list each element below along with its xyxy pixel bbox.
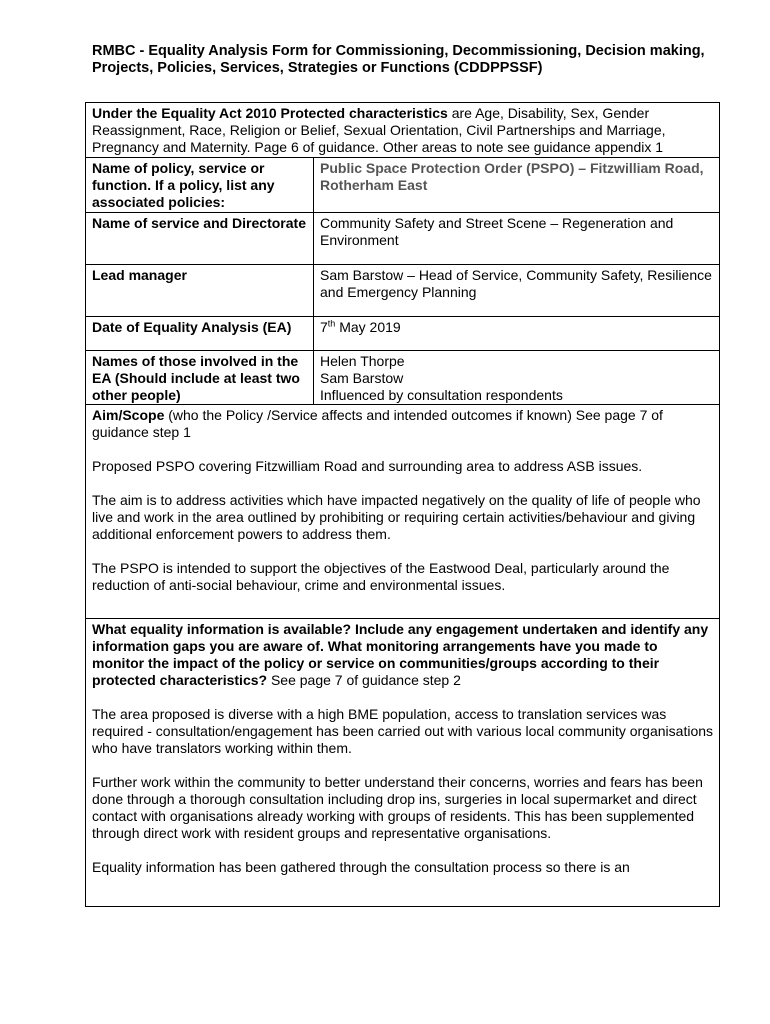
service-directorate-value: Community Safety and Street Scene – Regeneration and Environment [314,213,720,265]
document-title: RMBC - Equality Analysis Form for Commissioning, Decommissioning, Decision making, Projects, Policies, Services, Strategies or Functions (CDDPPSSF) [92,43,705,76]
ea-date-value [314,317,720,351]
involved-person: Helen Thorpe [320,353,405,369]
equality-info-heading [92,621,713,689]
service-directorate-label: Name of service and Directorate [86,213,314,265]
aim-paragraph: Proposed PSPO covering Fitzwilliam Road and surrounding area to address ASB issues. [92,458,643,474]
policy-name-value: Public Space Protection Order (PSPO) – Fitzwilliam Road, Rotherham East [314,158,720,213]
ea-date-label: Date of Equality Analysis (EA) [86,317,314,351]
names-involved-label: Names of those involved in the EA (Should include at least two other people) [86,351,314,405]
equality-info-cell [86,619,720,907]
protected-characteristics-heading: Under the Equality Act 2010 Protected characteristics [92,105,448,121]
protected-characteristics-text: are Age, Disability, Sex, Gender Reassignment, Race, Religion or Belief, Sexual Orientation, Civil Partnerships and Marriage, Pregnancy and Maternity. Page 6 of guidance. Other areas to note see guidance appendix 1 [92,105,666,155]
aim-scope-row [86,405,720,619]
aim-scope-heading-bold: Aim/Scope [92,407,165,423]
aim-scope-heading-text: (who the Policy /Service affects and intended outcomes if known) See page 7 of guidance step 1 [92,407,663,440]
lead-manager-label: Lead manager [86,265,314,317]
ea-date-suffix: th [327,318,336,329]
ea-date-row [86,317,720,351]
service-directorate-row [86,213,720,265]
names-involved-value [314,351,720,405]
equality-info-heading-text: See page 7 of guidance step 2 [267,672,461,688]
ea-date-day: 7 [320,319,328,335]
policy-name-label: Name of policy, service or function. If a policy, list any associated policies: [86,158,314,213]
equality-info-heading-bold: What equality information is available? Include any engagement undertaken and identify any information gaps you are aware of. What monitoring arrangements have you made to monitor the impact of the policy or service on communities/groups according to their protected characteristics? [92,621,709,688]
equality-paragraph: The area proposed is diverse with a high BME population, access to translation services was required - consultation/engagement has been carried out with various local community organisations who have translators working within them. [92,706,714,756]
intro-cell [86,103,720,158]
involved-person: Influenced by consultation respondents [320,387,563,403]
aim-paragraph: The PSPO is intended to support the objectives of the Eastwood Deal, particularly around the reduction of anti-social behaviour, crime and environmental issues. [92,560,670,593]
aim-scope-heading [92,407,713,441]
equality-paragraph: Equality information has been gathered through the consultation process so there is an [92,859,630,875]
equality-paragraph: Further work within the community to better understand their concerns, worries and fears has been done through a thorough consultation including drop ins, surgeries in local supermarket and direct contact with organisations already working with groups of residents. This has been supplemented through direct work with resident groups and representative organisations. [92,774,703,841]
equality-info-row [86,619,720,907]
aim-paragraph: The aim is to address activities which have impacted negatively on the quality of life of people who live and work in the area outlined by prohibiting or requiring certain activities/behaviour and giving additional enforcement powers to address them. [92,492,701,542]
aim-scope-cell [86,405,720,619]
policy-name-row [86,158,720,213]
ea-date-rest: May 2019 [335,319,401,335]
involved-person: Sam Barstow [320,370,404,386]
lead-manager-value: Sam Barstow – Head of Service, Community Safety, Resilience and Emergency Planning [314,265,720,317]
intro-row [86,103,720,158]
names-involved-row [86,351,720,405]
equality-analysis-table [85,102,720,907]
lead-manager-row [86,265,720,317]
